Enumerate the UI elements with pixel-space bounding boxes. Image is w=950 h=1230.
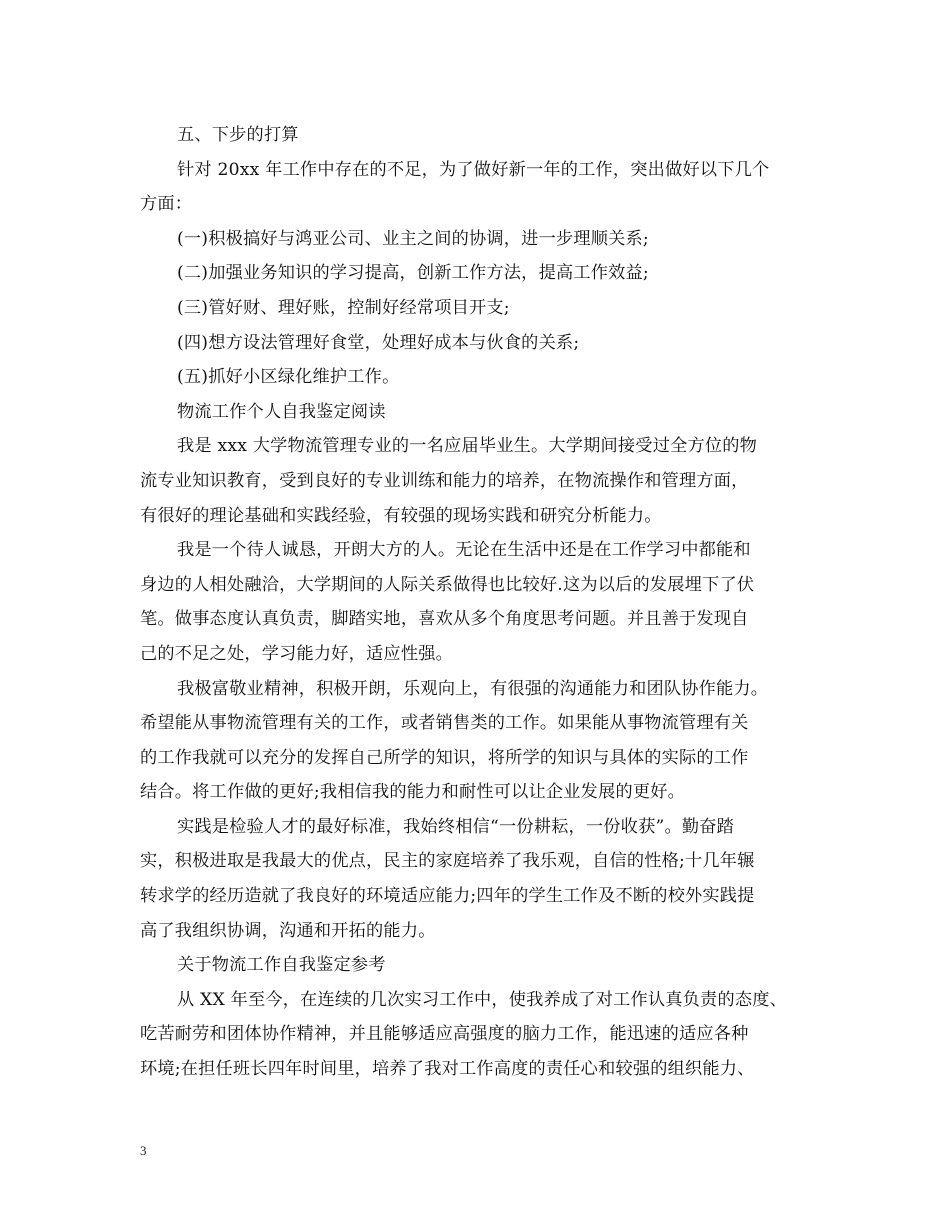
text-line: 从 XX 年至今，在连续的几次实习工作中，使我养成了对工作认真负责的态度、 <box>177 989 787 1010</box>
text-line: 己的不足之处，学习能力好，适应性强。 <box>140 643 453 664</box>
text-line: (三)管好财、理好账，控制好经常项目开支; <box>177 297 510 318</box>
text-line: 我是 xxx 大学物流管理专业的一名应届毕业生。大学期间接受过全方位的物 <box>177 436 758 457</box>
text-line: (二)加强业务知识的学习提高，创新工作方法，提高工作效益; <box>177 263 649 284</box>
text-line: 希望能从事物流管理有关的工作，或者销售类的工作。如果能从事物流管理有关 <box>140 713 749 734</box>
text-line: 五、下步的打算 <box>177 125 299 145</box>
text-line: 针对 20xx 年工作中存在的不足，为了做好新一年的工作，突出做好以下几个 <box>177 159 770 180</box>
text-line: (四)想方设法管理好食堂，处理好成本与伙食的关系; <box>177 332 580 353</box>
document-body <box>140 118 820 1087</box>
text-line: 环境;在担任班长四年时间里，培养了我对工作高度的责任心和较强的组织能力、 <box>140 1059 755 1080</box>
text-line: 身边的人相处融洽，大学期间的人际关系做得也比较好.这为以后的发展埋下了伏 <box>140 574 755 595</box>
text-line: 流专业知识教育，受到良好的专业训练和能力的培养，在物流操作和管理方面， <box>140 470 749 491</box>
text-line: 实践是检验人才的最好标准，我始终相信“一份耕耘，一份收获”。勤奋踏 <box>177 816 734 837</box>
text-line: 我是一个待人诚恳，开朗大方的人。无论在生活中还是在工作学习中都能和 <box>177 540 751 561</box>
text-line: (五)抓好小区绿化维护工作。 <box>177 367 400 388</box>
text-line: 物流工作个人自我鉴定阅读 <box>177 401 386 422</box>
text-line: 关于物流工作自我鉴定参考 <box>177 955 386 976</box>
text-line: 有很好的理论基础和实践经验，有较强的现场实践和研究分析能力。 <box>140 505 662 526</box>
page-number: 3 <box>140 1143 147 1158</box>
text-line: 笔。做事态度认真负责，脚踏实地，喜欢从多个角度思考问题。并且善于发现自 <box>140 609 749 630</box>
text-line: 实，积极进取是我最大的优点，民主的家庭培养了我乐观，自信的性格;十几年辗 <box>140 851 755 872</box>
text-line: 的工作我就可以充分的发挥自己所学的知识，将所学的知识与具体的实际的工作 <box>140 747 749 768</box>
text-line: (一)积极搞好与鸿亚公司、业主之间的协调，进一步理顺关系; <box>177 228 649 249</box>
text-line: 我极富敬业精神，积极开朗，乐观向上，有很强的沟通能力和团队协作能力。 <box>177 678 769 699</box>
text-line: 吃苦耐劳和团体协作精神，并且能够适应高强度的脑力工作，能迅速的适应各种 <box>140 1024 749 1045</box>
text-line: 高了我组织协调，沟通和开拓的能力。 <box>140 920 436 941</box>
text-line: 转求学的经历造就了我良好的环境适应能力;四年的学生工作及不断的校外实践提 <box>140 886 755 907</box>
text-line: 结合。将工作做的更好;我相信我的能力和耐性可以让企业发展的更好。 <box>140 782 686 803</box>
text-line: 方面： <box>140 194 193 215</box>
